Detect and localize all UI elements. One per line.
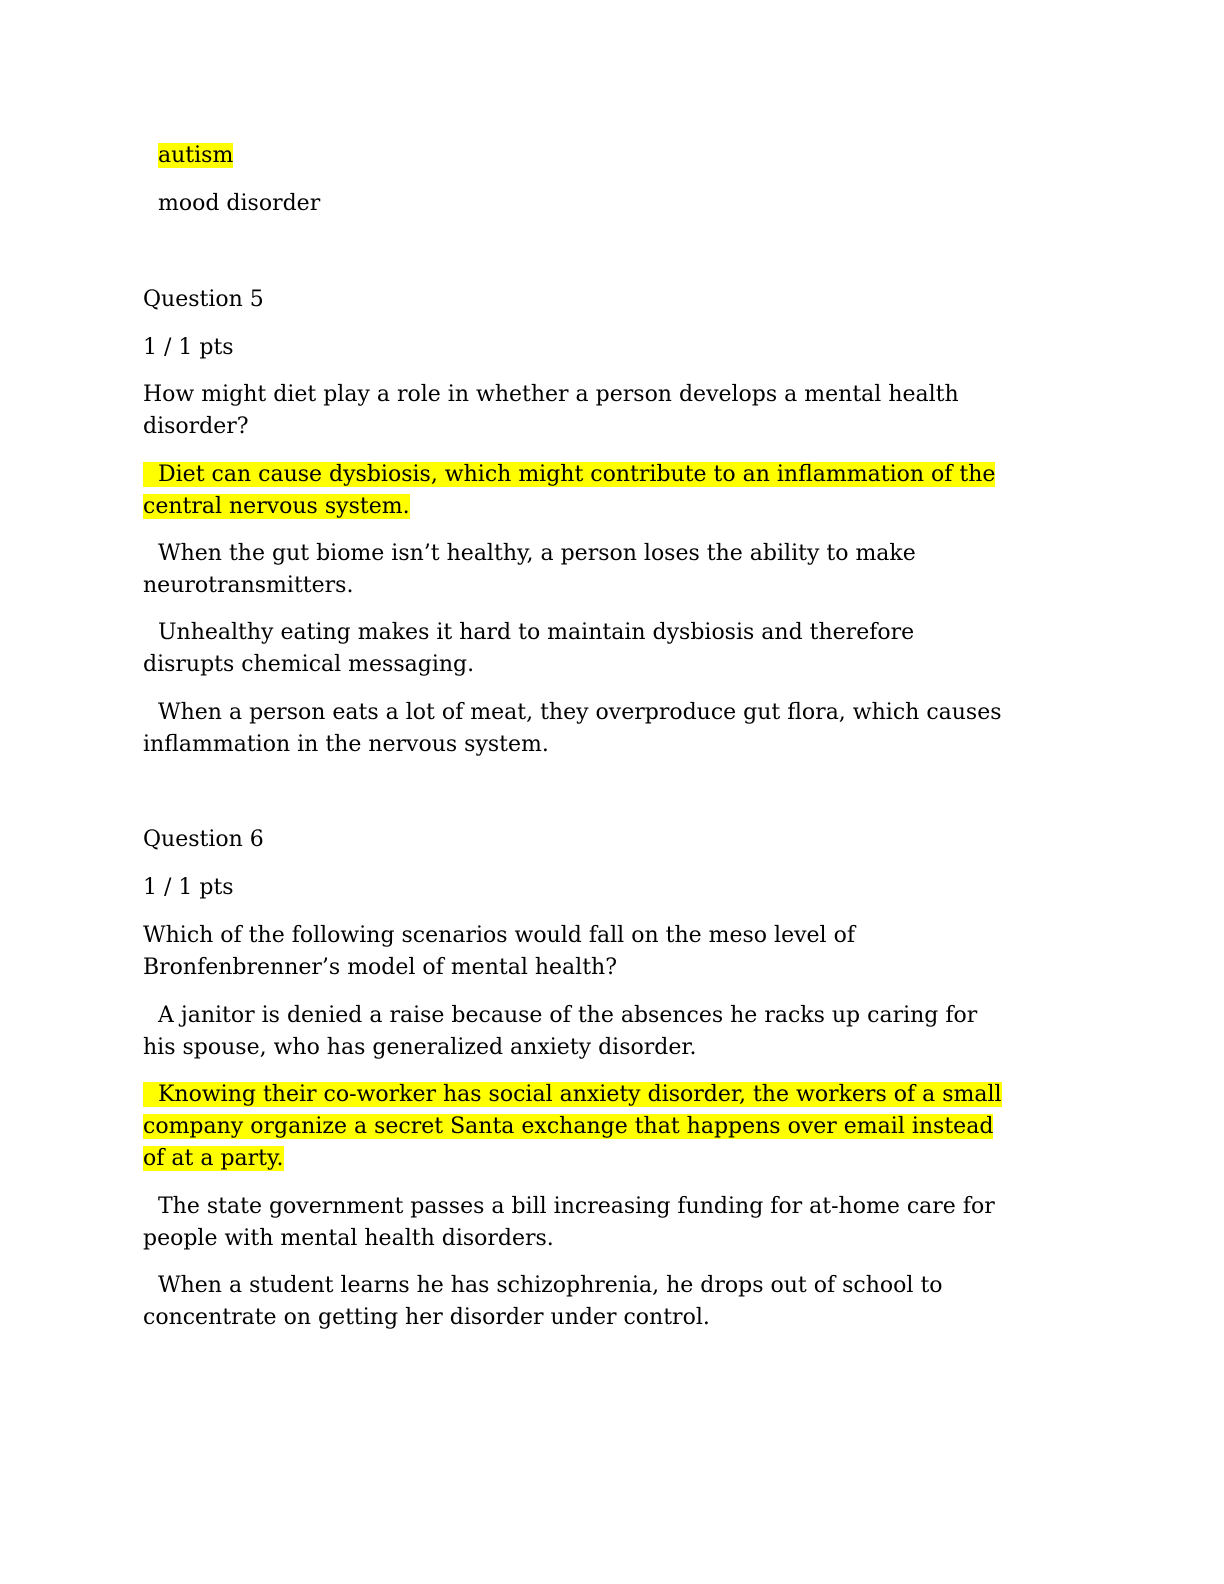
question-5-points: 1 / 1 pts bbox=[143, 335, 234, 360]
question-6-points: 1 / 1 pts bbox=[143, 875, 234, 900]
prompt-line: Bronfenbrenner’s model of mental health? bbox=[143, 955, 617, 980]
option-line: neurotransmitters. bbox=[143, 573, 354, 598]
question-5-option-4 bbox=[143, 697, 1083, 761]
option-line: people with mental health disorders. bbox=[143, 1226, 554, 1251]
question-6-option-1 bbox=[143, 1000, 1083, 1064]
option-line: When the gut biome isn’t healthy, a person loses the ability to make bbox=[158, 541, 916, 566]
question-5-option-3 bbox=[143, 617, 1083, 681]
option-line: company organize a secret Santa exchange that happens over email instead bbox=[143, 1114, 994, 1139]
option-line: concentrate on getting her disorder under control. bbox=[143, 1305, 710, 1330]
option-line: Diet can cause dysbiosis, which might contribute to an inflammation of the bbox=[143, 462, 995, 487]
option-line: of at a party. bbox=[143, 1146, 284, 1171]
option-autism bbox=[143, 140, 233, 172]
question-6-option-2 bbox=[143, 1079, 1083, 1175]
question-5-option-1 bbox=[143, 459, 1083, 523]
option-line: The state government passes a bill increasing funding for at-home care for bbox=[158, 1194, 995, 1219]
option-line: inflammation in the nervous system. bbox=[143, 732, 549, 757]
option-line: Knowing their co-worker has social anxiety disorder, the workers of a small bbox=[143, 1082, 1002, 1107]
prompt-line: disorder? bbox=[143, 414, 249, 439]
question-6-prompt bbox=[143, 920, 1083, 984]
option-line: his spouse, who has generalized anxiety disorder. bbox=[143, 1035, 697, 1060]
question-5-heading: Question 5 bbox=[143, 287, 264, 312]
option-line: central nervous system. bbox=[143, 494, 410, 519]
option-text: mood disorder bbox=[158, 191, 321, 216]
option-line: When a student learns he has schizophrenia, he drops out of school to bbox=[158, 1273, 943, 1298]
option-line: disrupts chemical messaging. bbox=[143, 652, 475, 677]
question-6-option-3 bbox=[143, 1191, 1083, 1255]
option-mood-disorder bbox=[143, 188, 320, 220]
option-text: autism bbox=[158, 143, 234, 168]
question-5-prompt bbox=[143, 379, 1083, 443]
question-6-heading: Question 6 bbox=[143, 827, 264, 852]
option-line: When a person eats a lot of meat, they overproduce gut flora, which causes bbox=[158, 700, 1002, 725]
option-line: A janitor is denied a raise because of the absences he racks up caring for bbox=[158, 1003, 978, 1028]
prompt-line: How might diet play a role in whether a person develops a mental health bbox=[143, 382, 959, 407]
prompt-line: Which of the following scenarios would fall on the meso level of bbox=[143, 923, 855, 948]
question-6-option-4 bbox=[143, 1270, 1083, 1334]
option-line: Unhealthy eating makes it hard to maintain dysbiosis and therefore bbox=[158, 620, 915, 645]
question-5-option-2 bbox=[143, 538, 1083, 602]
